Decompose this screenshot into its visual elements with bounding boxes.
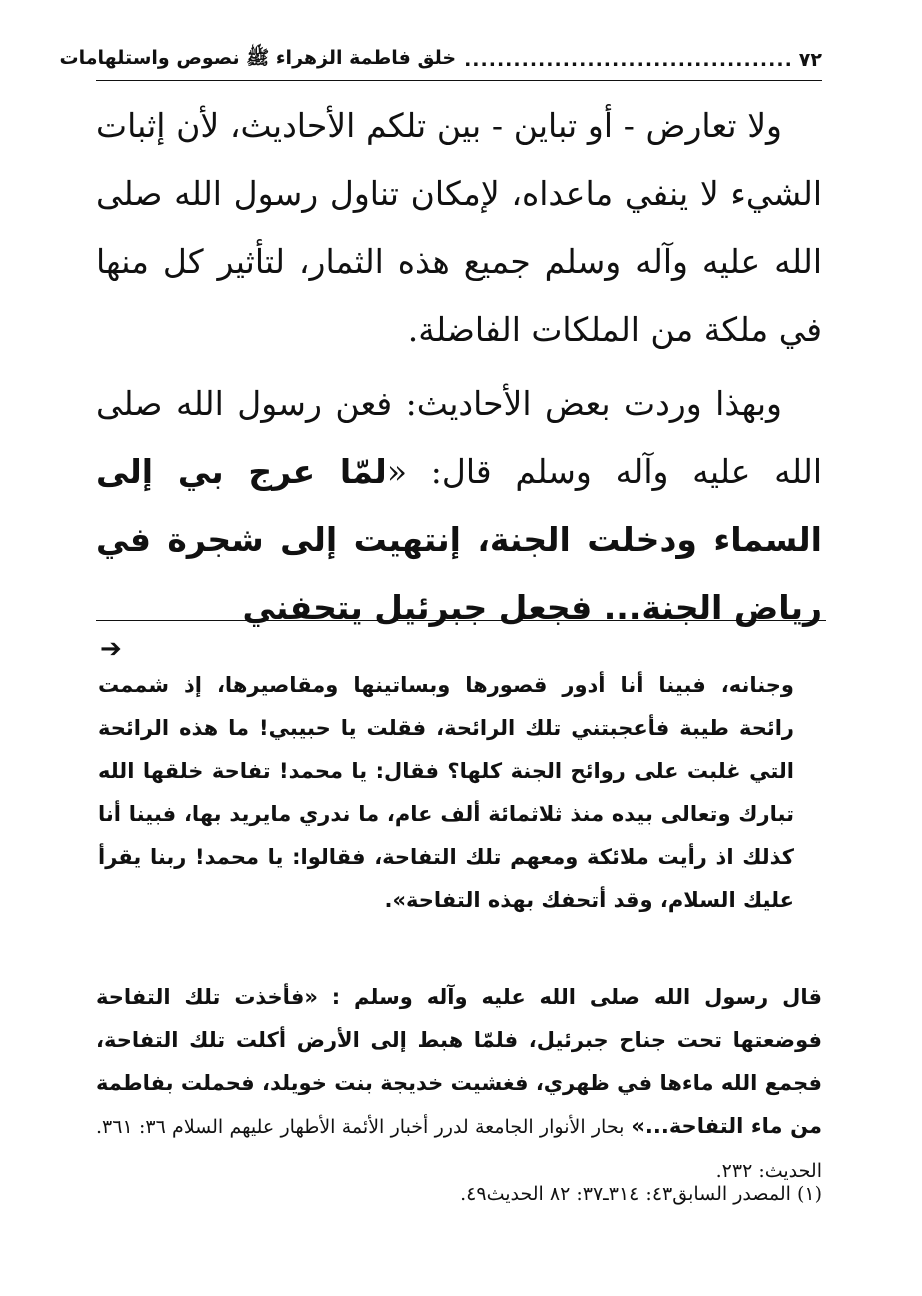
running-header xyxy=(59,40,822,81)
main-text xyxy=(96,92,822,642)
book-title: خلق فاطمة الزهراء ﷺ نصوص واستلهامات xyxy=(59,47,457,69)
hadith-quote: لمّا عرج بي إلى السماء ودخلت الجنة، إنتهيت إلى شجرة في رياض الجنة... فجعل جبرئيل يتحفني xyxy=(96,452,822,627)
paragraph-2-intro: وبهذا وردت بعض الأحاديث: فعن رسول الله صلى الله عليه وآله وسلم قال: « xyxy=(96,384,822,491)
footnote-2-source: بحار الأنوار الجامعة لدرر أخبار الأئمة الأطهار عليهم السلام ٣٦: ٣٦١. الحديث: ٢٣٢. xyxy=(96,1116,822,1182)
footnote-1: (١) المصدر السابق٤٣: ٣١٤ـ٣٧: ٨٢ الحديث٤٩. xyxy=(460,1183,822,1205)
footnote-2-quote: قال رسول الله صلى الله عليه وآله وسلم : «فأخذت تلك التفاحة فوضعتها تحت جناح جبرئيل، فلمّا هبط إلى الأرض أكلت تلك التفاحة، فجمع الله ماءها في ظهري، فغشيت خديجة بنت خويلد، فحملت بفاطمة من ماء التفاحة...» xyxy=(96,985,822,1138)
page-number: ٧٢ xyxy=(798,49,822,71)
footnote-divider xyxy=(96,620,826,621)
paragraph-2 xyxy=(96,370,822,642)
paragraph-1: ولا تعارض - أو تباين - بين تلكم الأحاديث، لأن إثبات الشيء لا ينفي ماعداه، لإمكان تناول رسول الله صلى الله عليه وآله وسلم جميع هذه الثمار، لتأثير كل منها في ملكة من الملكات الفاضلة. xyxy=(96,106,822,349)
header-dot-leader: ........................................ xyxy=(464,49,793,71)
footnote-2 xyxy=(96,976,822,1193)
footnote-continued-text: وجنانه، فبينا أنا أدور قصورها وبساتينها ومقاصيرها، إذ شممت رائحة طيبة فأعجبتني تلك الرائحة، فقلت يا حبيبي! ما هذه الرائحة التي غلبت على روائح الجنة كلها؟ فقال: يا محمد! تفاحة خلقها الله تبارك وتعالى بيده منذ ثلاثمائة ألف عام، ما ندري مايريد بها، فبينا أنا كذلك اذ رأيت ملائكة ومعهم تلك التفاحة، فقالوا: يا محمد! ربنا يقرأ عليك السلام، وقد أتحفك بهذه التفاحة». xyxy=(98,673,794,912)
continuation-arrow-icon: ➔ xyxy=(100,634,122,664)
